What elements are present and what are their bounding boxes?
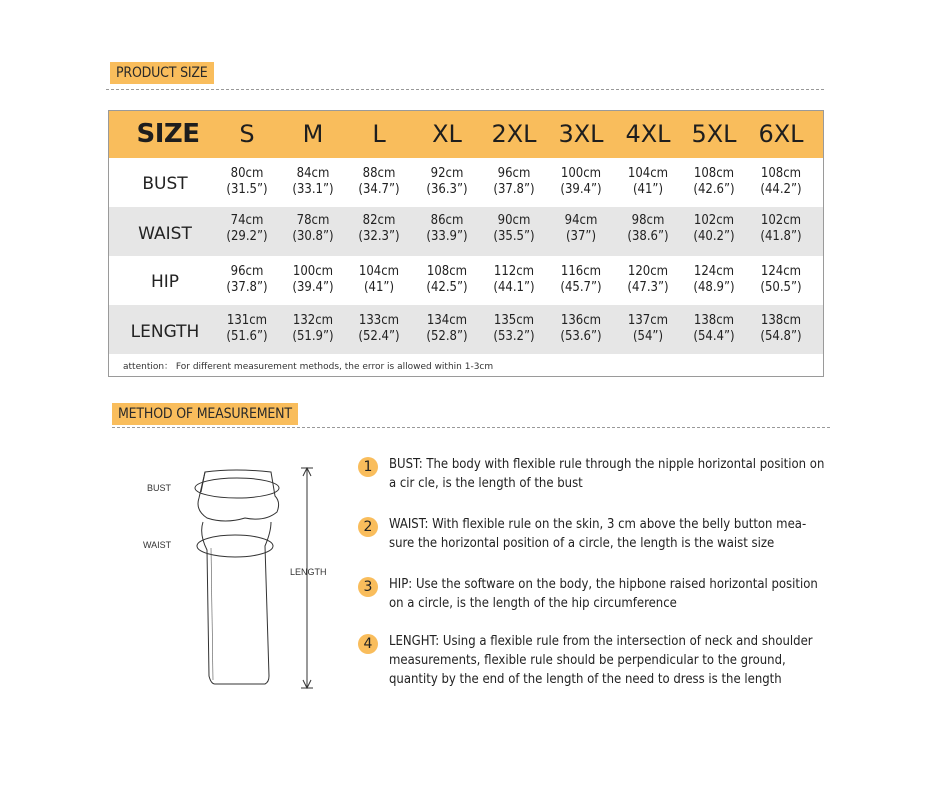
size-col-header: 3XL — [558, 120, 604, 148]
size-header-row — [109, 111, 823, 158]
table-cell: 84cm (33.1”) — [292, 166, 334, 197]
size-header-label: SIZE — [136, 119, 200, 149]
attention-note: attention： For different measurement methods, the error is allowed within 1-3cm — [123, 362, 494, 372]
table-cell: 108cm (42.6”) — [693, 166, 735, 197]
table-cell: 131cm (51.6”) — [226, 313, 268, 344]
table-cell: 98cm (38.6”) — [627, 213, 669, 244]
table-cell: 132cm (51.9”) — [292, 313, 334, 344]
table-cell: 100cm (39.4”) — [292, 264, 334, 295]
step-number-badge: 4 — [358, 634, 378, 654]
table-cell: 102cm (41.8”) — [760, 213, 802, 244]
table-cell: 90cm (35.5”) — [493, 213, 535, 244]
step-number-badge: 3 — [358, 577, 378, 597]
method-title: METHOD OF MEASUREMENT — [112, 403, 298, 425]
row-label: BUST — [142, 174, 188, 194]
method-text: LENGHT: Using a flexible rule from the intersection of neck and shoulder measurements, flexible rule should be perpendicular to the ground, quantity by the end of the length of the need to dress is the length — [389, 634, 813, 687]
size-col-header: 5XL — [691, 120, 737, 148]
table-cell: 135cm (53.2”) — [493, 313, 535, 344]
size-col-header: 6XL — [758, 120, 804, 148]
table-cell: 96cm (37.8”) — [493, 166, 535, 197]
method-text: HIP: Use the software on the body, the hipbone raised horizontal position on a circle, is the length of the hip circumference — [389, 577, 818, 611]
method-text: BUST: The body with flexible rule through the nipple horizontal position on a cir cle, is the length of the bust — [389, 457, 825, 491]
table-row — [109, 256, 823, 305]
table-cell: 124cm (50.5”) — [760, 264, 802, 295]
table-cell: 134cm (52.8”) — [426, 313, 468, 344]
table-cell: 138cm (54.4”) — [693, 313, 735, 344]
table-cell: 80cm (31.5”) — [226, 166, 268, 197]
table-cell: 112cm (44.1”) — [493, 264, 535, 295]
table-cell: 137cm (54”) — [627, 313, 669, 344]
step-number-badge: 1 — [358, 457, 378, 477]
table-cell: 120cm (47.3”) — [627, 264, 669, 295]
divider — [112, 427, 830, 428]
size-col-header: S — [239, 120, 255, 148]
size-col-header: 2XL — [491, 120, 537, 148]
table-cell: 96cm (37.8”) — [226, 264, 268, 295]
table-row — [109, 158, 823, 207]
table-cell: 104cm (41”) — [627, 166, 669, 197]
size-col-header: 4XL — [625, 120, 671, 148]
diagram-waist-label: WAIST — [143, 540, 172, 550]
size-col-header: M — [302, 120, 324, 148]
table-cell: 94cm (37”) — [564, 213, 598, 244]
size-col-header: XL — [432, 120, 462, 148]
row-label: HIP — [150, 272, 180, 292]
step-number-badge: 2 — [358, 517, 378, 537]
table-cell: 82cm (32.3”) — [358, 213, 400, 244]
size-table — [108, 110, 824, 377]
diagram-bust-label: BUST — [147, 483, 172, 493]
table-row — [109, 305, 823, 354]
bust-circle — [195, 478, 279, 498]
table-cell: 86cm (33.9”) — [426, 213, 468, 244]
table-cell: 88cm (34.7”) — [358, 166, 400, 197]
table-cell: 92cm (36.3”) — [426, 166, 468, 197]
table-cell: 116cm (45.7”) — [560, 264, 602, 295]
waist-circle — [197, 535, 273, 557]
product-size-title: PRODUCT SIZE — [110, 62, 214, 84]
divider — [106, 89, 824, 90]
table-cell: 124cm (48.9”) — [693, 264, 735, 295]
row-label: WAIST — [138, 224, 192, 244]
table-cell: 102cm (40.2”) — [693, 213, 735, 244]
table-cell: 133cm (52.4”) — [358, 313, 400, 344]
skirt-diagram — [185, 462, 325, 694]
row-label: LENGTH — [130, 322, 200, 342]
table-cell: 138cm (54.8”) — [760, 313, 802, 344]
table-cell: 136cm (53.6”) — [560, 313, 602, 344]
table-cell: 108cm (42.5”) — [426, 264, 468, 295]
table-cell: 100cm (39.4”) — [560, 166, 602, 197]
table-cell: 108cm (44.2”) — [760, 166, 802, 197]
size-col-header: L — [372, 120, 386, 148]
table-cell: 104cm (41”) — [358, 264, 400, 295]
table-cell: 78cm (30.8”) — [292, 213, 334, 244]
table-cell: 74cm (29.2”) — [226, 213, 268, 244]
table-row — [109, 207, 823, 256]
diagram-length-label: LENGTH — [290, 567, 327, 577]
method-text: WAIST: With flexible rule on the skin, 3 cm above the belly button mea-sure the horizontal position of a circle, the length is the waist size — [389, 517, 807, 551]
